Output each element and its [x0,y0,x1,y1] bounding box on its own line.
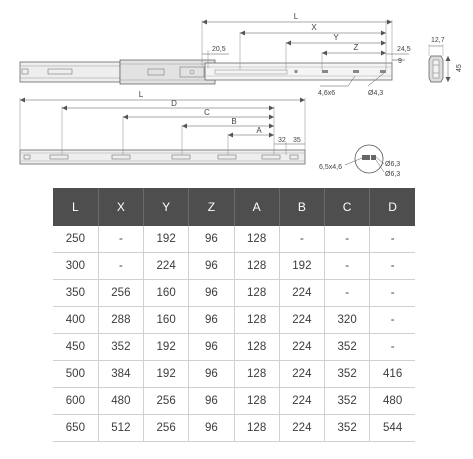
header-L: L [53,188,98,226]
table-cell: 384 [98,361,143,388]
table-cell: 96 [189,253,234,280]
dim-32: 32 [278,137,286,144]
table-cell: 128 [234,226,279,253]
table-cell: 350 [53,280,98,307]
table-cell: 256 [98,280,143,307]
table-cell: 512 [98,415,143,442]
detail-hole-1: Ø6,3 [385,161,401,168]
dim-20-5: 20,5 [212,46,226,53]
table-cell: 352 [325,361,370,388]
dim-B-side: B [231,117,237,126]
cross-section [429,37,463,82]
header-C: C [325,188,370,226]
table-cell: - [325,280,370,307]
table-cell: 544 [370,415,415,442]
table-cell: - [370,280,415,307]
header-X: X [98,188,143,226]
dim-Z-top: Z [353,43,359,52]
table-cell: 352 [325,415,370,442]
header-A: A [234,188,279,226]
dim-Y-top: Y [333,33,339,42]
dim-9: 9 [398,58,402,65]
table-cell: 224 [279,388,324,415]
header-D: D [370,188,415,226]
table-cell: 600 [53,388,98,415]
table-cell: 96 [189,415,234,442]
outer-member [20,62,120,82]
table-cell: 352 [98,334,143,361]
dim-L-side: L [138,90,144,99]
dimension-table [53,188,415,442]
cross-section-width: 12,7 [431,37,445,44]
table-cell: 96 [189,334,234,361]
table-cell: 224 [279,307,324,334]
table-cell: 128 [234,307,279,334]
table-row [53,307,415,334]
dim-35: 35 [293,137,301,144]
table-cell: - [370,253,415,280]
table-row [53,334,415,361]
table-cell: - [370,226,415,253]
table-cell: 128 [234,334,279,361]
table-cell: 192 [144,226,189,253]
table-row [53,415,415,442]
dim-hole-top: Ø4,3 [368,90,384,97]
table-cell: - [98,253,143,280]
table-cell: 450 [53,334,98,361]
table-cell: 288 [98,307,143,334]
table-cell: 352 [325,388,370,415]
dim-D-side: D [171,99,177,108]
dim-A-side: A [256,126,262,135]
table-cell: 224 [279,280,324,307]
dim-slot-top: 4,6x6 [318,90,336,97]
dim-24-5: 24,5 [397,46,411,53]
table-cell: 192 [144,361,189,388]
table-cell: 128 [234,415,279,442]
table-cell: - [279,226,324,253]
table-cell: 500 [53,361,98,388]
inner-member [205,63,392,80]
table-row [53,280,415,307]
table-cell: - [370,334,415,361]
table-cell: 128 [234,361,279,388]
detail-slot: 6,5x4,6 [319,164,342,171]
top-view [20,12,411,97]
table-cell: 96 [189,307,234,334]
table-row [53,253,415,280]
table-cell: 192 [144,334,189,361]
dim-X-top: X [311,23,317,32]
table-cell: 250 [53,226,98,253]
table-cell: 160 [144,307,189,334]
header-Z: Z [189,188,234,226]
table-cell: - [325,253,370,280]
table-row [53,361,415,388]
table-cell: - [325,226,370,253]
table-cell: 400 [53,307,98,334]
dim-C-side: C [204,108,210,117]
header-Y: Y [144,188,189,226]
table-cell: 300 [53,253,98,280]
table-cell: 480 [370,388,415,415]
table-cell: 224 [144,253,189,280]
table-cell: 128 [234,388,279,415]
table-cell: 224 [279,361,324,388]
table-cell: 416 [370,361,415,388]
table-cell: 96 [189,280,234,307]
table-cell: 96 [189,226,234,253]
cross-section-height: 45 [456,64,463,72]
technical-drawing [0,0,473,190]
table-cell: 224 [279,334,324,361]
table-row [53,388,415,415]
table-cell: 256 [144,415,189,442]
table-cell: 192 [279,253,324,280]
table-cell: 224 [279,415,324,442]
detail-hole-2: Ø6,3 [385,171,401,178]
table-cell: 320 [325,307,370,334]
table-cell: - [98,226,143,253]
table-row [53,226,415,253]
table-cell: 352 [325,334,370,361]
table-cell: 128 [234,280,279,307]
dim-L-top: L [293,12,299,21]
table-cell: 160 [144,280,189,307]
table-cell: 96 [189,361,234,388]
table-cell: - [370,307,415,334]
table-cell: 480 [98,388,143,415]
table-cell: 650 [53,415,98,442]
table-header-row [53,188,415,226]
table-cell: 96 [189,388,234,415]
table-cell: 128 [234,253,279,280]
table-cell: 256 [144,388,189,415]
header-B: B [279,188,324,226]
middle-member [120,60,215,84]
hole-detail [319,145,400,178]
side-view [20,90,305,164]
